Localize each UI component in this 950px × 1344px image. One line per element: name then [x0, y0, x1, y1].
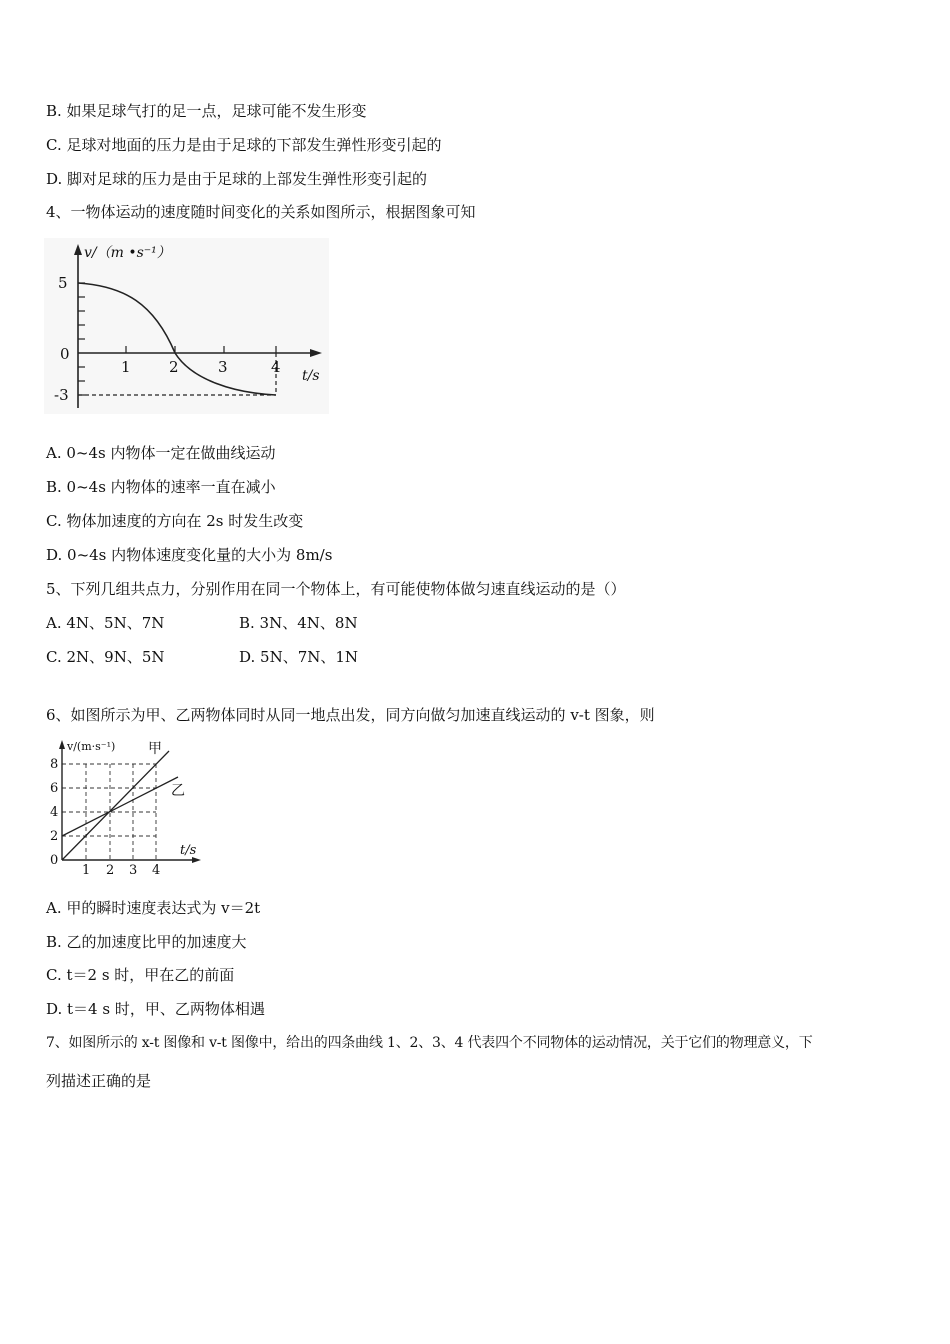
q6-line-yi	[62, 777, 178, 836]
q4-xtick: 2	[169, 358, 179, 376]
arrow-up-icon	[59, 740, 65, 749]
q5-stem: 5、下列几组共点力，分别作用在同一个物体上，有可能使物体做匀速直线运动的是（）	[46, 580, 626, 598]
q5-option-c: C. 2N、9N、5N	[46, 648, 165, 666]
q4-ytick: 0	[60, 345, 70, 363]
q6-line-label-jia: 甲	[148, 741, 162, 757]
q4-vt-graph	[44, 238, 329, 418]
q6-xtick: 1	[82, 863, 91, 878]
q6-ytick: 4	[50, 805, 59, 820]
q7-stem-line1: 7、如图所示的 x-t 图像和 v-t 图像中，给出的四条曲线 1、2、3、4 代表四个不同物体的运动情况，关于它们的物理意义，下	[46, 1035, 813, 1051]
q4-option-b: B. 0~4s 内物体的速率一直在减小	[46, 478, 276, 496]
q6-ytick: 0	[50, 853, 59, 868]
q6-line-label-yi: 乙	[171, 783, 185, 799]
q4-ytick: -3	[54, 386, 69, 404]
q4-ytick: 5	[58, 274, 68, 292]
q6-ytick: 8	[50, 757, 59, 772]
q3-option-c: C. 足球对地面的压力是由于足球的下部发生弹性形变引起的	[46, 136, 442, 154]
q6-vt-graph	[44, 736, 204, 882]
q4-option-c: C. 物体加速度的方向在 2s 时发生改变	[46, 512, 304, 530]
q3-option-b: B. 如果足球气打的足一点，足球可能不发生形变	[46, 102, 367, 120]
q4-xtick: 1	[121, 358, 131, 376]
q5-option-a: A. 4N、5N、7N	[46, 614, 165, 632]
q6-option-b: B. 乙的加速度比甲的加速度大	[46, 933, 247, 951]
q6-option-c: C. t＝2 s 时，甲在乙的前面	[46, 966, 235, 984]
q6-xtick: 3	[129, 863, 138, 878]
q4-y-label: v/（m •s⁻¹）	[84, 245, 171, 261]
q5-option-b: B. 3N、4N、8N	[239, 614, 358, 632]
q6-xtick: 4	[152, 863, 161, 878]
q6-xtick: 2	[106, 863, 115, 878]
q6-ytick: 2	[50, 829, 59, 844]
q6-stem: 6、如图所示为甲、乙两物体同时从同一地点出发，同方向做匀加速直线运动的 v-t 图象，则	[46, 706, 655, 724]
q5-option-d: D. 5N、7N、1N	[239, 648, 359, 666]
q6-line-jia	[62, 751, 169, 860]
q6-y-label: v/(m·s⁻¹)	[67, 740, 116, 753]
q4-xtick: 4	[271, 358, 281, 376]
q4-option-d: D. 0~4s 内物体速度变化量的大小为 8m/s	[46, 546, 333, 564]
q6-x-label: t/s	[180, 843, 197, 858]
q6-option-d: D. t＝4 s 时，甲、乙两物体相遇	[46, 1000, 265, 1018]
q4-stem: 4、一物体运动的速度随时间变化的关系如图所示，根据图象可知	[46, 203, 476, 221]
q7-stem-line2: 列描述正确的是	[46, 1072, 152, 1090]
q4-x-label: t/s	[302, 368, 320, 384]
q4-xtick: 3	[218, 358, 228, 376]
q6-ytick: 6	[50, 781, 59, 796]
q6-option-a: A. 甲的瞬时速度表达式为 v＝2t	[46, 899, 261, 917]
q4-option-a: A. 0~4s 内物体一定在做曲线运动	[46, 444, 276, 462]
q3-option-d: D. 脚对足球的压力是由于足球的上部发生弹性形变引起的	[46, 170, 428, 188]
